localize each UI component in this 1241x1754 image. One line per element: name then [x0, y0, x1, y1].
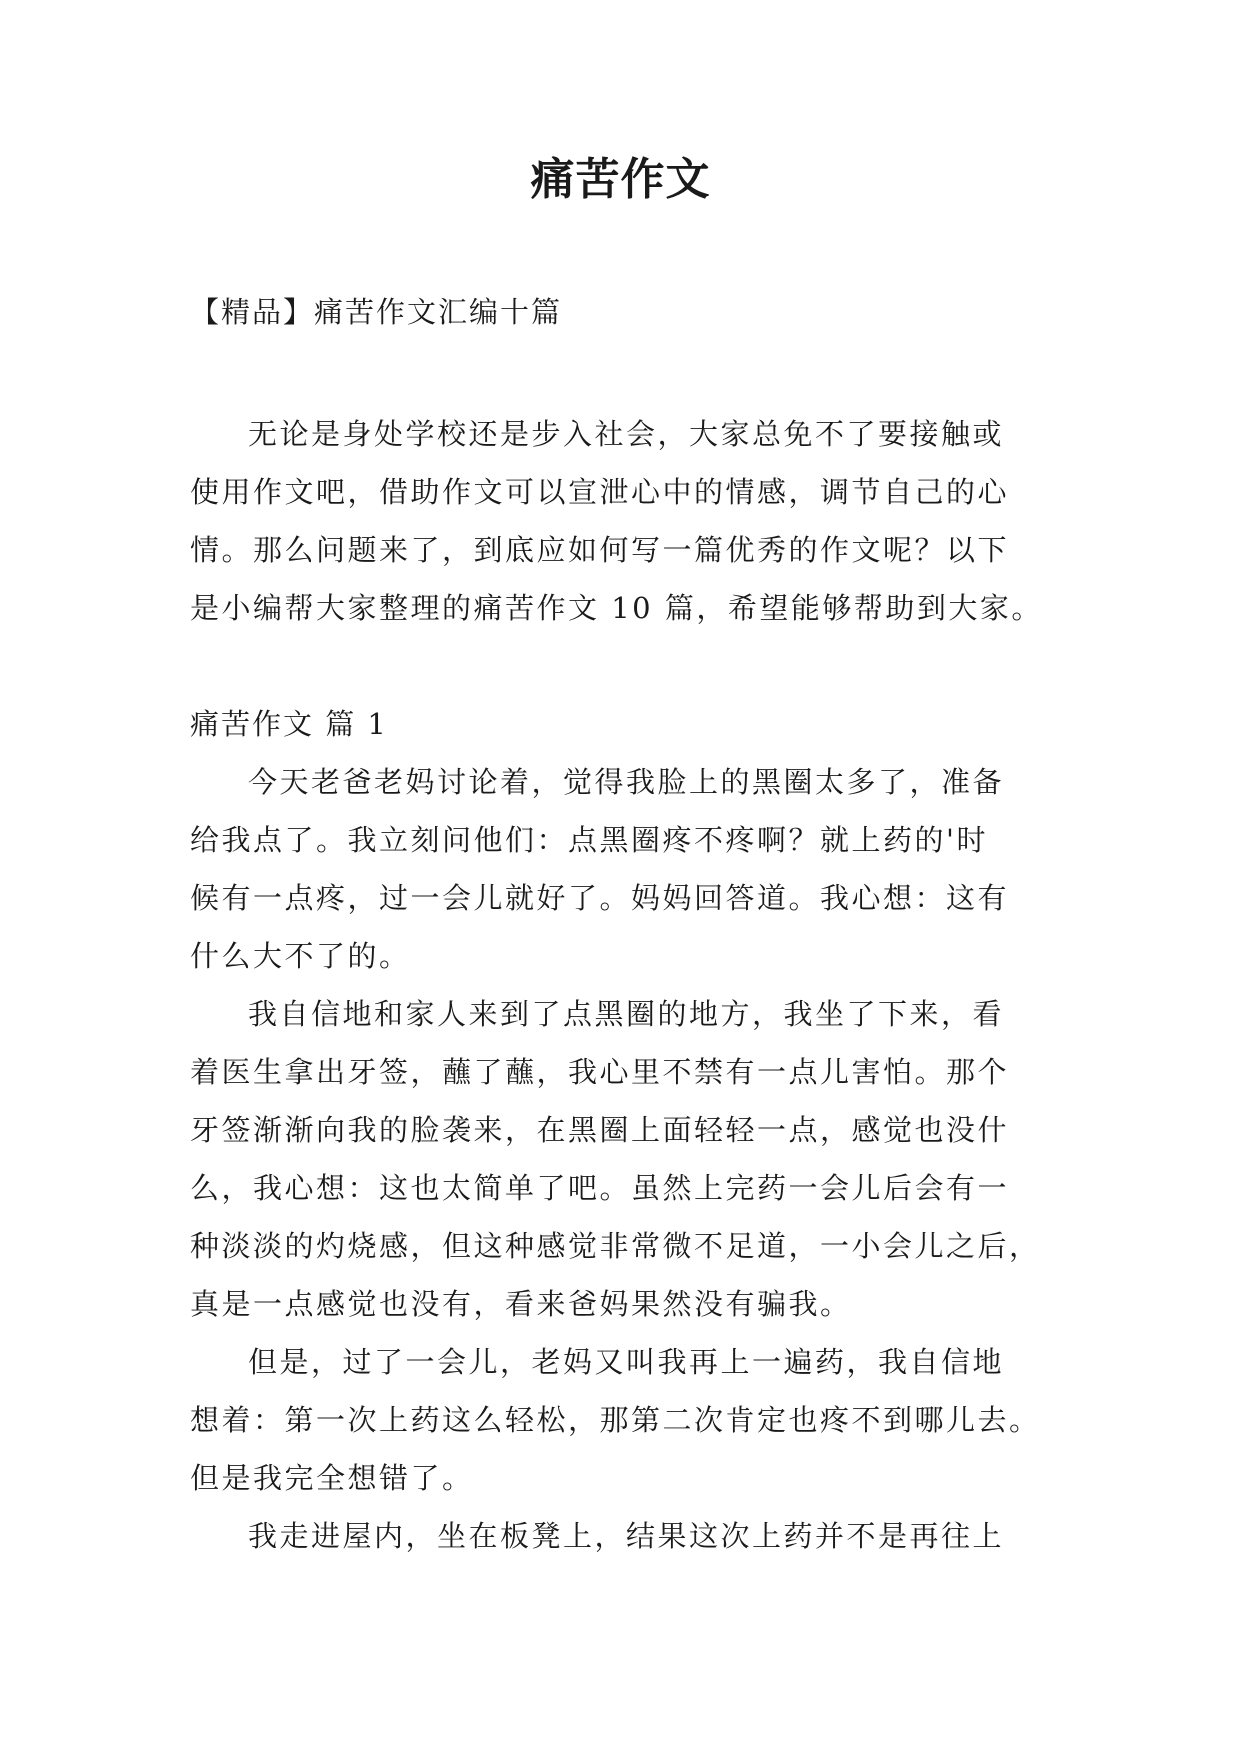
- document-subtitle: 【精品】痛苦作文汇编十篇: [190, 295, 563, 329]
- paragraph-line: 着医生拿出牙签，蘸了蘸，我心里不禁有一点儿害怕。那个: [190, 1055, 1010, 1089]
- section-heading: 痛苦作文 篇 1: [190, 707, 388, 741]
- paragraph-line: 想着：第一次上药这么轻松，那第二次肯定也疼不到哪儿去。: [190, 1403, 1041, 1437]
- paragraph-line: 种淡淡的灼烧感，但这种感觉非常微不足道，一小会儿之后，: [190, 1229, 1041, 1263]
- paragraph-line: 但是我完全想错了。: [190, 1461, 474, 1495]
- intro-line: 情。那么问题来了，到底应如何写一篇优秀的作文呢？以下: [190, 533, 1010, 567]
- article-body: [190, 753, 1060, 1565]
- paragraph-line: 今天老爸老妈讨论着，觉得我脸上的黑圈太多了，准备: [248, 765, 1005, 799]
- paragraph-line: 我走进屋内，坐在板凳上，结果这次上药并不是再往上: [248, 1519, 1005, 1553]
- intro-line: 无论是身处学校还是步入社会，大家总免不了要接触或: [248, 417, 1005, 451]
- document-title: 痛苦作文: [530, 154, 711, 205]
- intro-line: 是小编帮大家整理的痛苦作文 10 篇，希望能够帮助到大家。: [190, 591, 1043, 625]
- intro-text: [190, 405, 1060, 637]
- article-paragraph: [190, 753, 1060, 985]
- intro-line: 使用作文吧，借助作文可以宣泄心中的情感，调节自己的心: [190, 475, 1010, 509]
- paragraph-line: 什么大不了的。: [190, 939, 411, 973]
- paragraph-line: 给我点了。我立刻问他们：点黑圈疼不疼啊？就上药的'时: [190, 823, 988, 857]
- paragraph-line: 但是，过了一会儿，老妈又叫我再上一遍药，我自信地: [248, 1345, 1005, 1379]
- paragraph-line: 么，我心想：这也太简单了吧。虽然上完药一会儿后会有一: [190, 1171, 1010, 1205]
- paragraph-line: 真是一点感觉也没有，看来爸妈果然没有骗我。: [190, 1287, 852, 1321]
- article-paragraph: [190, 1333, 1060, 1507]
- article-paragraph: [190, 985, 1060, 1333]
- paragraph-line: 候有一点疼，过一会儿就好了。妈妈回答道。我心想：这有: [190, 881, 1010, 915]
- paragraph-line: 我自信地和家人来到了点黑圈的地方，我坐了下来，看: [248, 997, 1005, 1031]
- article-paragraph: [190, 1507, 1060, 1565]
- paragraph-line: 牙签渐渐向我的脸袭来，在黑圈上面轻轻一点，感觉也没什: [190, 1113, 1010, 1147]
- intro-paragraph: [190, 405, 1060, 637]
